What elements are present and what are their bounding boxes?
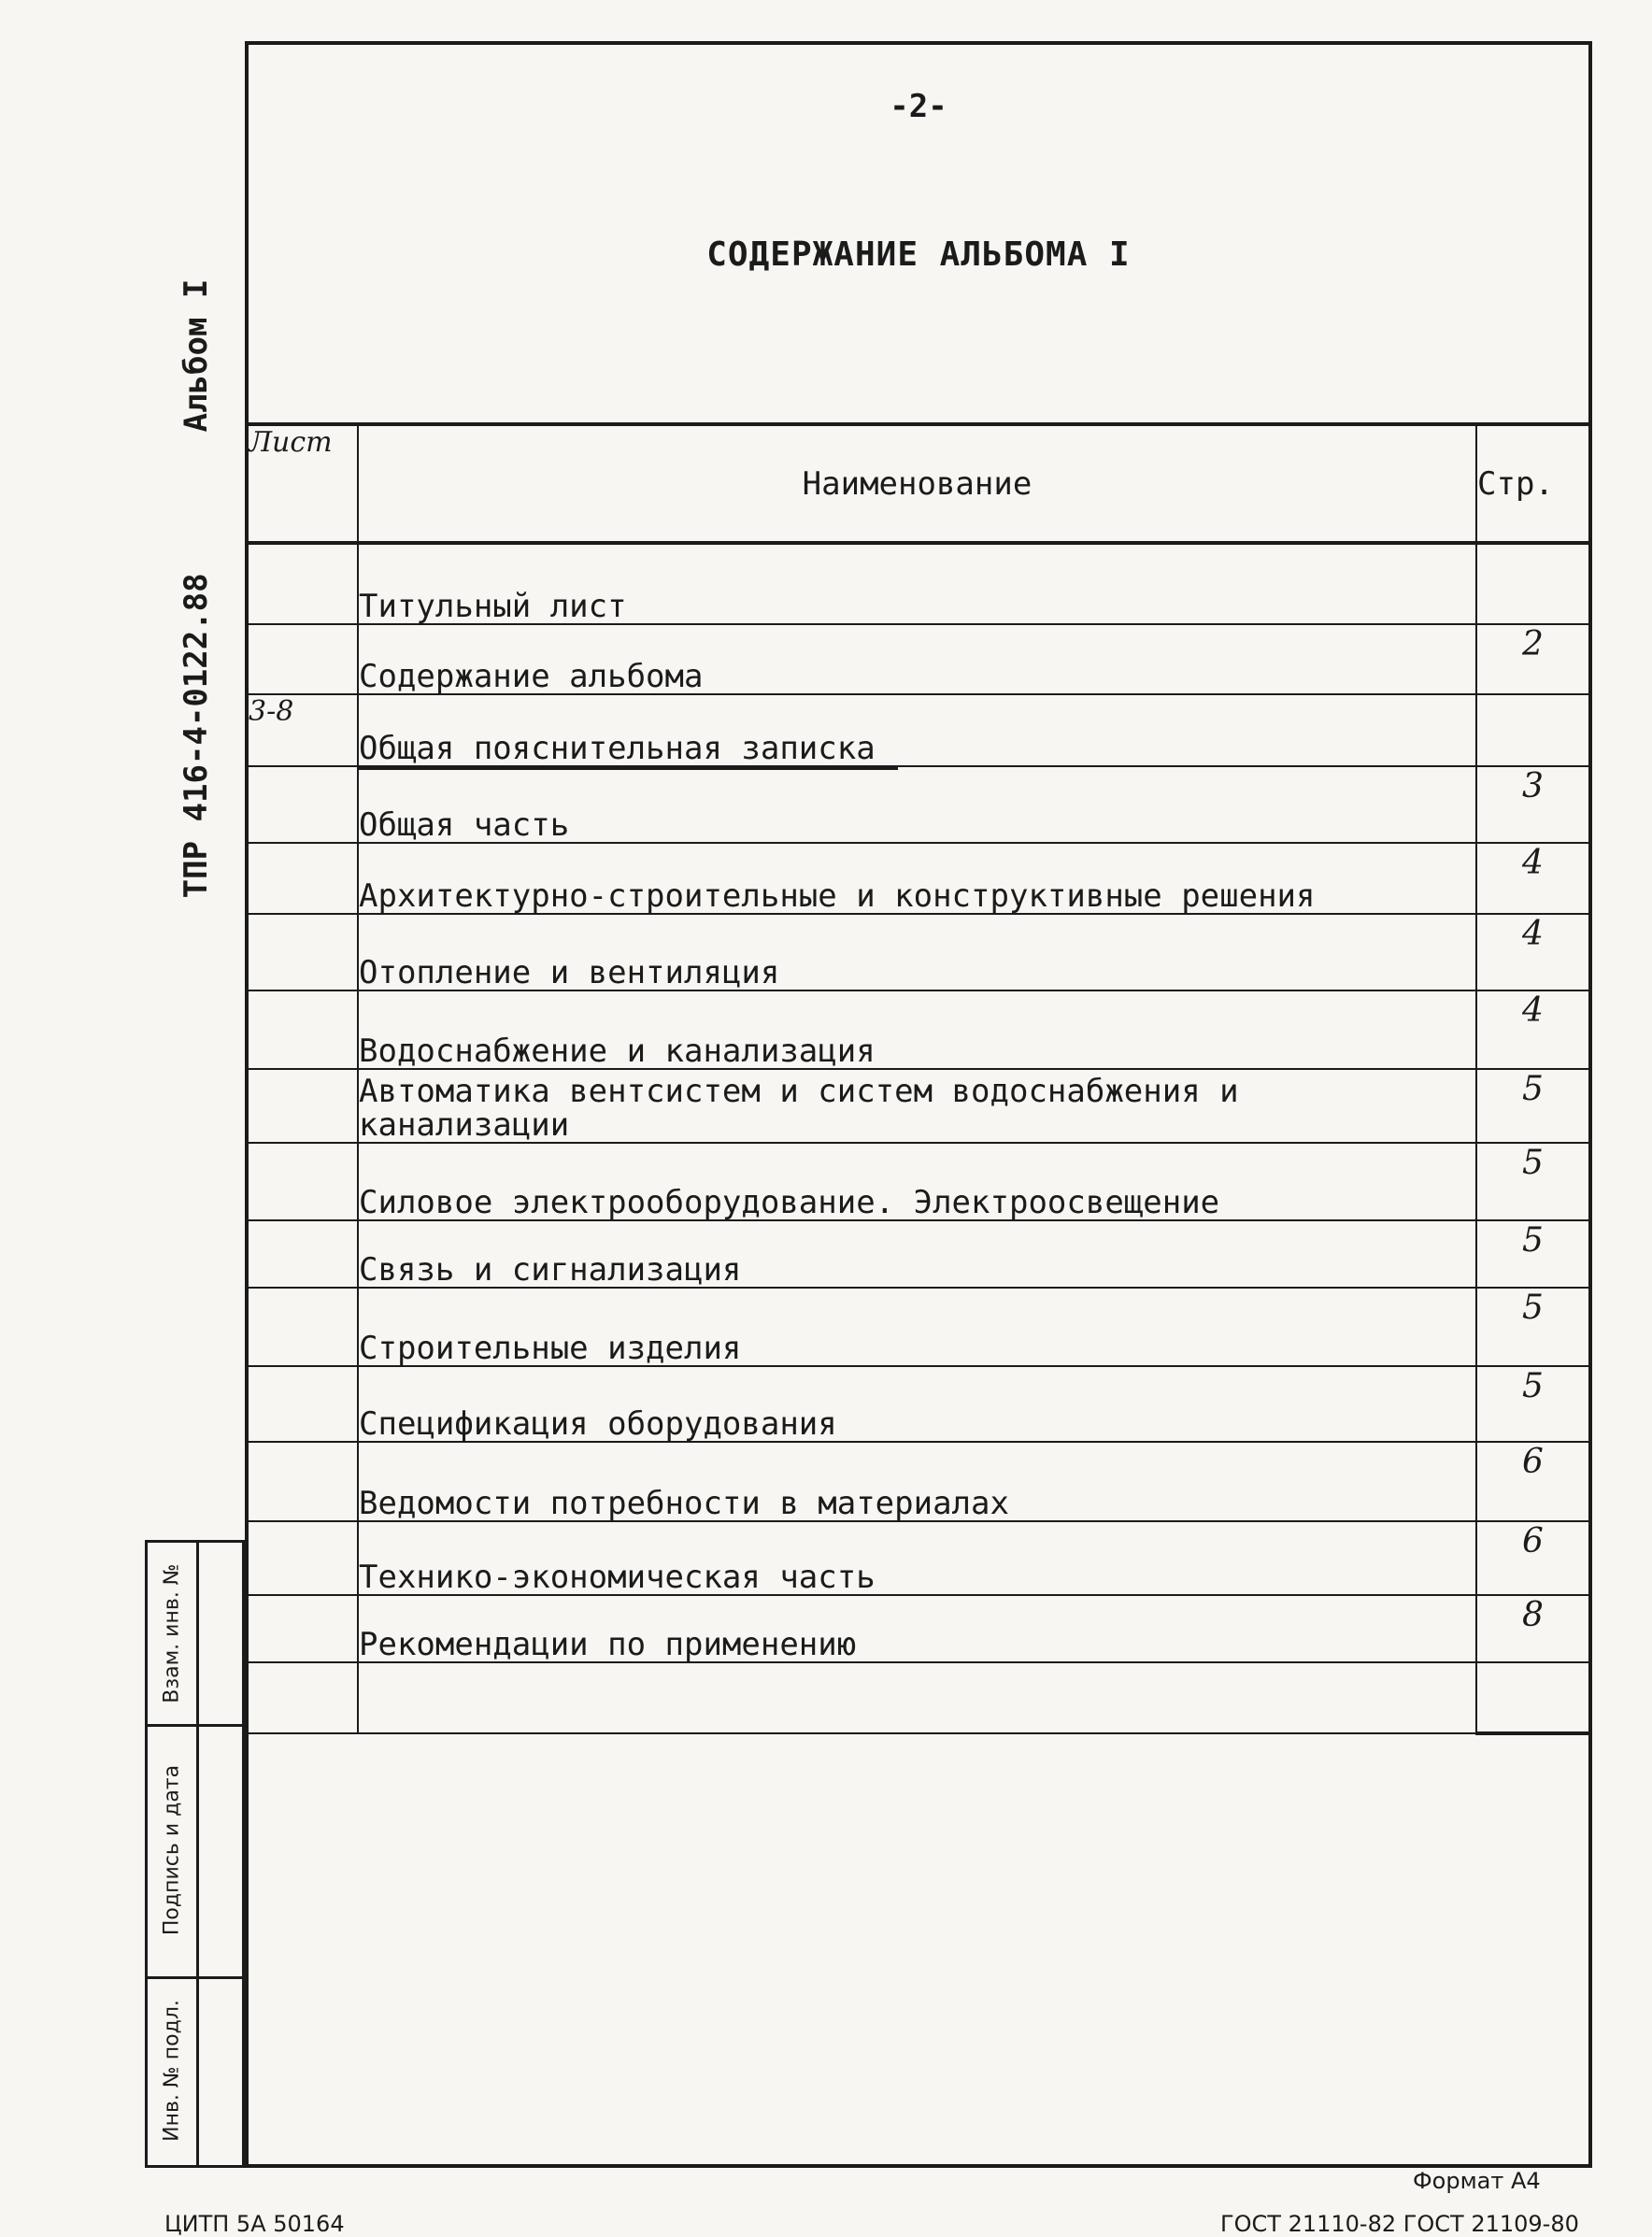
table-row xyxy=(249,1662,1588,1733)
stamp-cell-signature xyxy=(148,1724,196,1976)
row-sheet xyxy=(249,1069,358,1143)
table-row xyxy=(249,1442,1588,1521)
stamp-vertical-line xyxy=(196,1543,199,2165)
stamp-label-inv-replace: Взам. инв. № xyxy=(160,1563,184,1703)
page-title: СОДЕРЖАНИЕ АЛЬБОМА I xyxy=(706,235,1131,274)
row-page: 5 xyxy=(1476,1143,1588,1220)
row-name xyxy=(358,1662,1476,1733)
row-page: 2 xyxy=(1476,624,1588,694)
table-row xyxy=(249,543,1588,624)
row-sheet xyxy=(249,914,358,990)
row-sheet xyxy=(249,1521,358,1595)
row-sheet xyxy=(249,1442,358,1521)
table-row xyxy=(249,1595,1588,1662)
page-number: -2- xyxy=(890,88,947,125)
row-page: 5 xyxy=(1476,1220,1588,1288)
side-document-code xyxy=(145,262,248,916)
row-name: Ведомости потребности в материалах xyxy=(358,1442,1476,1521)
row-sheet xyxy=(249,843,358,914)
row-name: Титульный лист xyxy=(358,543,1476,624)
row-page: 5 xyxy=(1476,1069,1588,1143)
row-sheet xyxy=(249,1662,358,1733)
stamp-label-inv-original: Инв. № подл. xyxy=(160,2000,184,2142)
row-page: 4 xyxy=(1476,843,1588,914)
row-sheet xyxy=(249,1288,358,1366)
stamp-cell-inv-original xyxy=(148,1976,196,2165)
album-label: Альбом I xyxy=(178,278,215,433)
row-sheet xyxy=(249,624,358,694)
table-header-row xyxy=(249,424,1588,543)
row-sheet xyxy=(249,543,358,624)
row-page xyxy=(1476,694,1588,766)
row-name: Связь и сигнализация xyxy=(358,1220,1476,1288)
table-row xyxy=(249,1143,1588,1220)
stamp-cell-inv-replace xyxy=(148,1543,196,1724)
row-name: Рекомендации по применению xyxy=(358,1595,1476,1662)
row-page: 4 xyxy=(1476,990,1588,1069)
row-name: Технико-экономическая часть xyxy=(358,1521,1476,1595)
format-label: Формат А4 xyxy=(1413,2168,1541,2194)
row-sheet xyxy=(249,990,358,1069)
row-page: 5 xyxy=(1476,1288,1588,1366)
table-row xyxy=(249,766,1588,843)
row-name: Водоснабжение и канализация xyxy=(358,990,1476,1069)
row-page: 6 xyxy=(1476,1442,1588,1521)
table-row xyxy=(249,1366,1588,1442)
contents-table xyxy=(249,422,1588,1735)
row-sheet xyxy=(249,1595,358,1662)
table-row xyxy=(249,914,1588,990)
row-sheet: 3-8 xyxy=(249,694,358,766)
header-name: Наименование xyxy=(358,424,1476,543)
page-frame xyxy=(245,41,1592,2168)
stamp-label-signature: Подпись и дата xyxy=(160,1764,184,1936)
header-sheet: Лист xyxy=(249,424,358,543)
row-page xyxy=(1476,543,1588,624)
approval-stamp xyxy=(145,1540,245,2168)
footer-code-left: ЦИТП 5А 50164 xyxy=(164,2211,345,2237)
table-row xyxy=(249,1521,1588,1595)
row-name: Силовое электрооборудование. Электроосвещение xyxy=(358,1143,1476,1220)
table-row xyxy=(249,1069,1588,1143)
row-sheet xyxy=(249,1220,358,1288)
row-name: Автоматика вентсистем и систем водоснабжения и канализации xyxy=(358,1069,1476,1143)
row-name xyxy=(358,694,1476,766)
table-row xyxy=(249,694,1588,766)
row-sheet xyxy=(249,766,358,843)
table-row xyxy=(249,990,1588,1069)
row-sheet xyxy=(249,1366,358,1442)
row-page: 5 xyxy=(1476,1366,1588,1442)
row-name: Содержание альбома xyxy=(358,624,1476,694)
row-name: Общая часть xyxy=(358,766,1476,843)
row-name: Архитектурно-строительные и конструктивные решения xyxy=(358,843,1476,914)
document-code: ТПР 416-4-0122.88 xyxy=(178,573,215,899)
row-page: 6 xyxy=(1476,1521,1588,1595)
table-row xyxy=(249,1288,1588,1366)
header-page: Стр. xyxy=(1476,424,1588,543)
row-page xyxy=(1476,1662,1588,1733)
row-name: Строительные изделия xyxy=(358,1288,1476,1366)
table-row xyxy=(249,843,1588,914)
row-sheet xyxy=(249,1143,358,1220)
table-row xyxy=(249,1220,1588,1288)
row-page: 4 xyxy=(1476,914,1588,990)
section-heading: Общая пояснительная записка xyxy=(359,730,898,770)
row-page: 3 xyxy=(1476,766,1588,843)
row-name: Спецификация оборудования xyxy=(358,1366,1476,1442)
row-name: Отопление и вентиляция xyxy=(358,914,1476,990)
table-row xyxy=(249,624,1588,694)
footer-code-right: ГОСТ 21110-82 ГОСТ 21109-80 xyxy=(1220,2211,1579,2237)
row-page: 8 xyxy=(1476,1595,1588,1662)
